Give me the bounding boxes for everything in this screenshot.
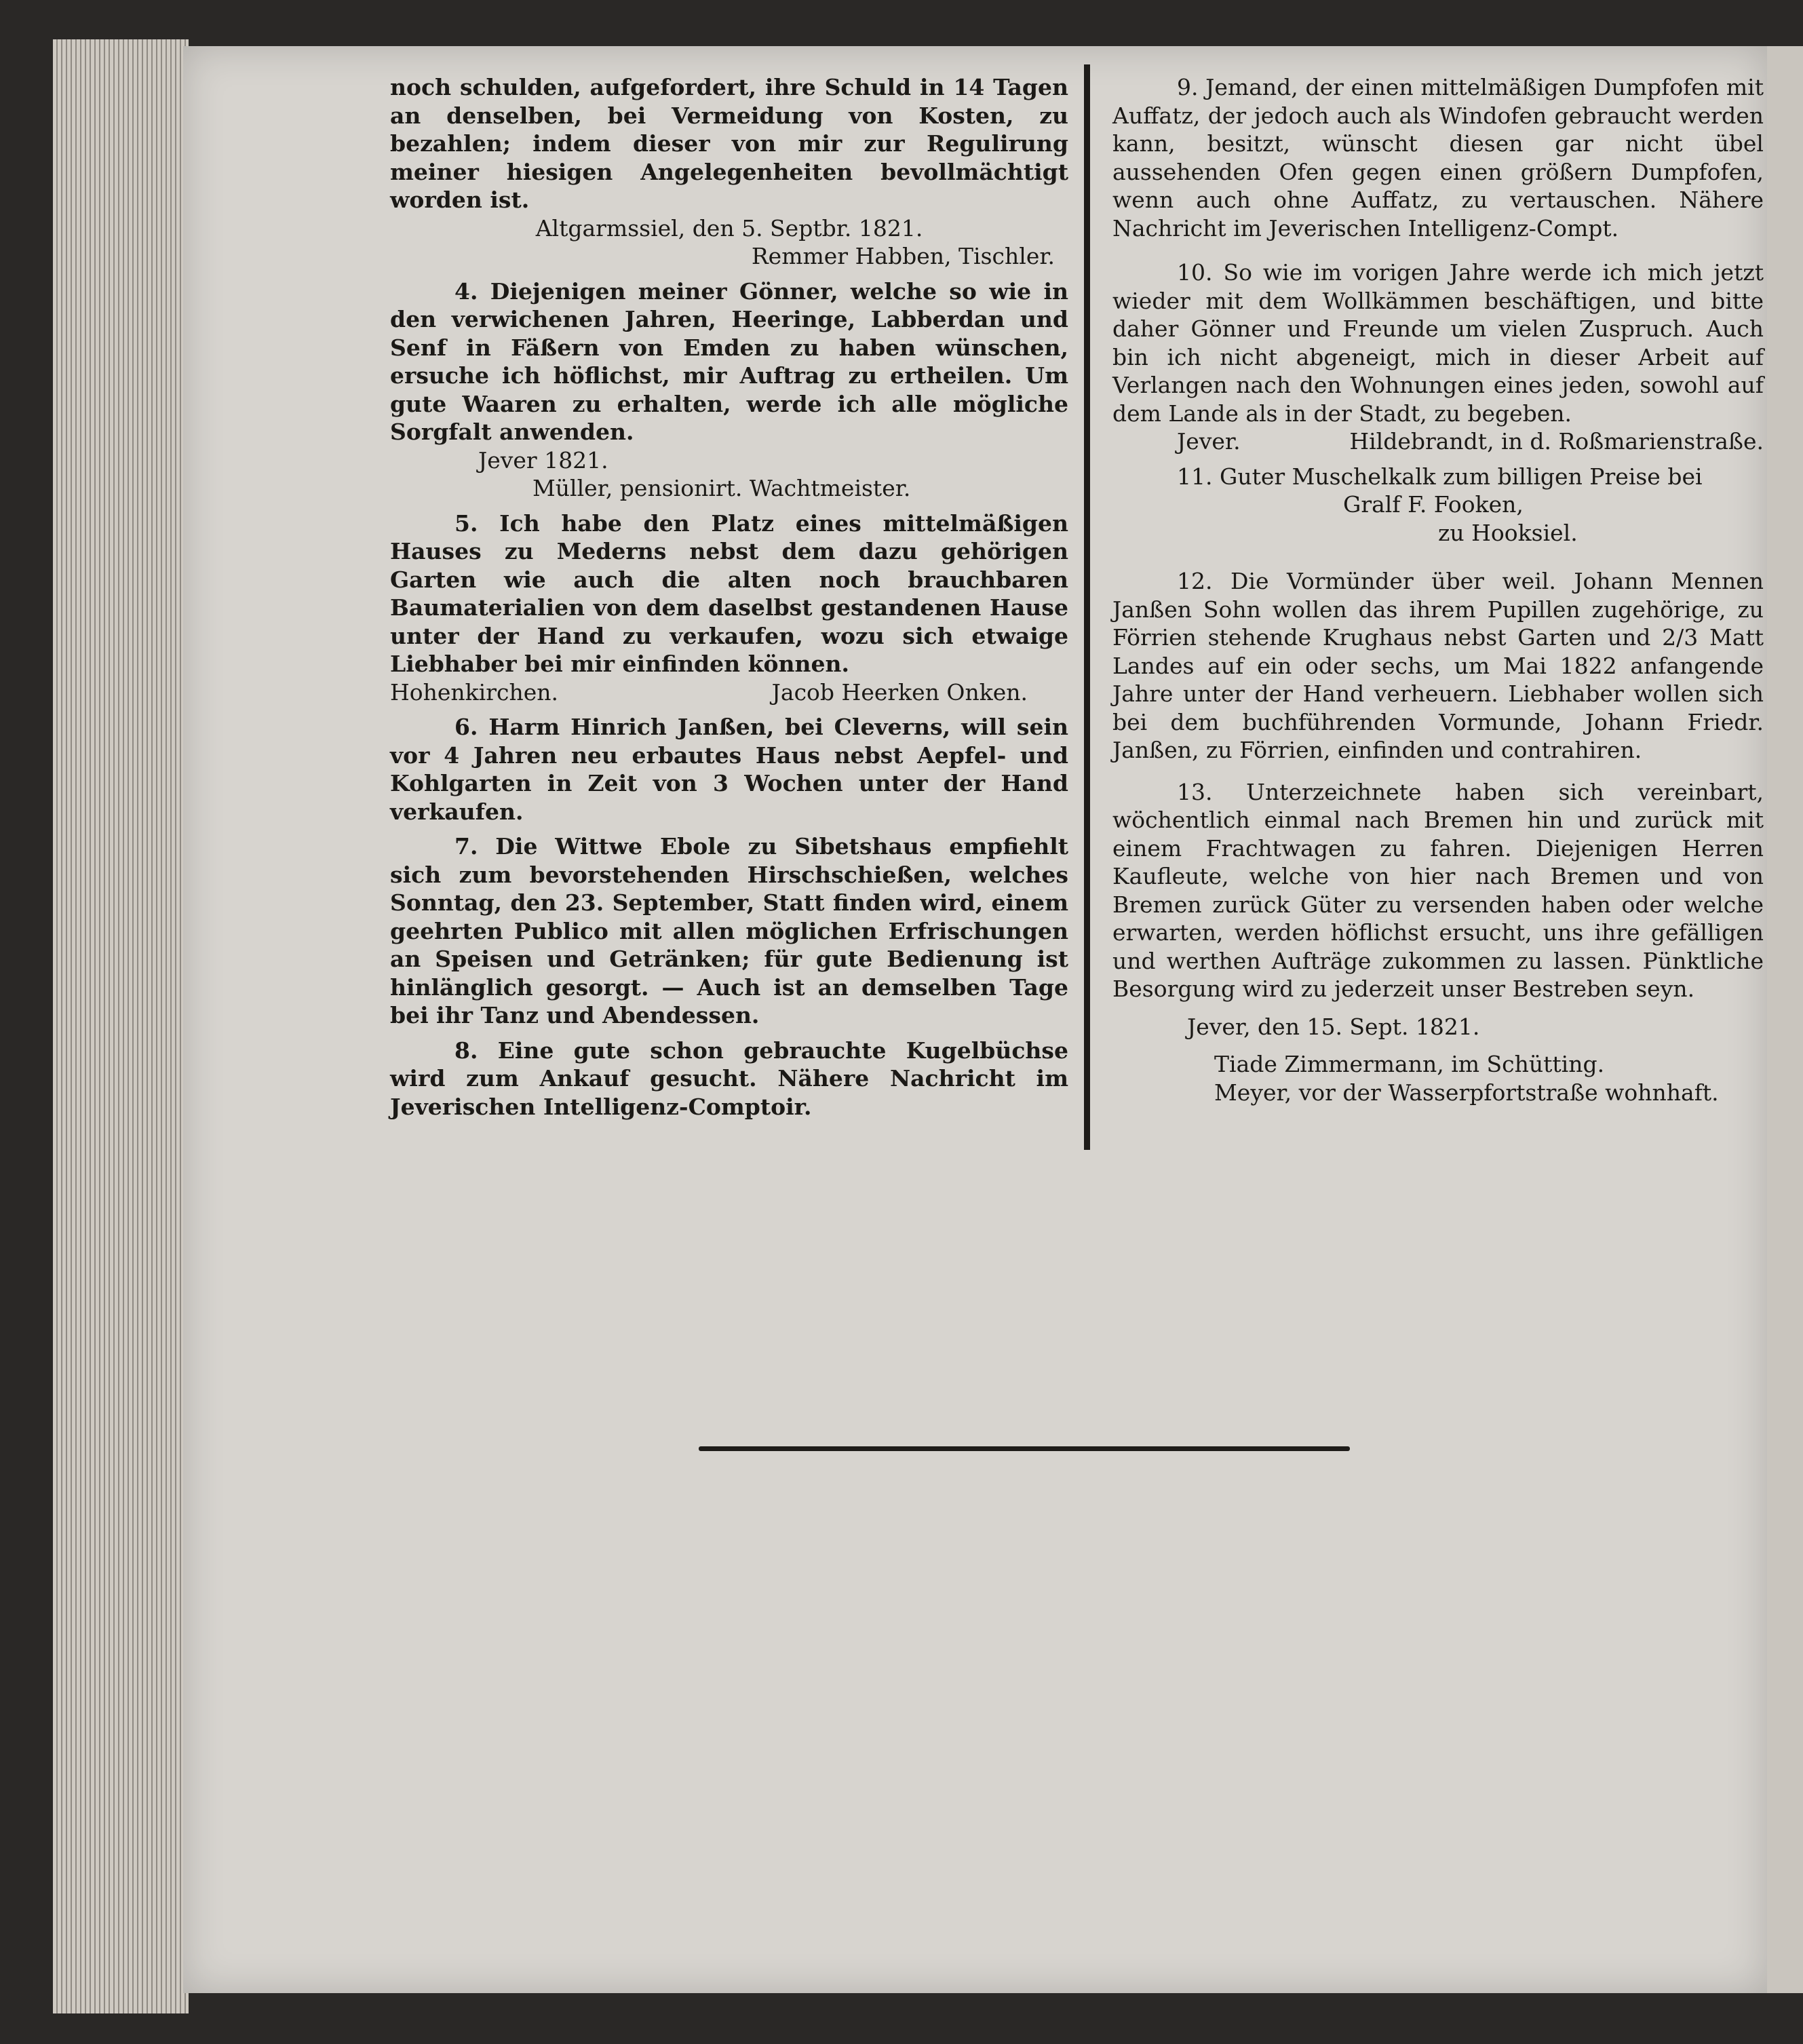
right-column xyxy=(1112,73,1764,1113)
facing-page-strip xyxy=(1767,46,1803,1993)
ad-continued xyxy=(390,73,1068,271)
ad-5 xyxy=(390,509,1068,707)
ad-4-text: 4. Diejenigen meiner Gönner, welche so wie in den verwichenen Jahren, Heeringe, Labberdan und Senf in Fäßern von Emden zu haben wünschen, ersuche ich höflichst, mir Auftrag zu ertheilen. Um gute Waaren zu erhalten, werde ich alle mögliche Sorgfalt anwenden. xyxy=(390,277,1068,445)
ad-6-text: 6. Harm Hinrich Janßen, bei Cleverns, will sein vor 4 Jahren neu erbautes Haus nebst Aepfel- und Kohlgarten in Zeit von 3 Wochen unter der Hand verkaufen. xyxy=(390,714,1068,825)
closing-rule xyxy=(699,1446,1350,1451)
ad-4-place-date: Jever 1821. xyxy=(478,446,608,474)
ad-6 xyxy=(390,713,1068,826)
ad-9-text: 9. Jemand, der einen mittelmäßigen Dumpfofen mit Auffatz, der jedoch auch als Windofen gebraucht werden kann, besitzt, wünscht diesen gar nicht übel aussehenden Ofen gegen einen größern Dumpfofen, wenn auch ohne Auffatz, zu vertauschen. Nähere Nachricht im Jeverischen Intelligenz-Compt. xyxy=(1112,74,1764,242)
ad-10 xyxy=(1112,258,1764,456)
ad-11-signature-2: zu Hooksiel. xyxy=(1438,519,1578,546)
ad-4-signature: Müller, pensionirt. Wachtmeister. xyxy=(532,475,911,501)
ad-10-sign-row xyxy=(1112,427,1764,456)
ad-10-text: 10. So wie im vorigen Jahre werde ich mich jetzt wieder mit dem Wollkämmen beschäftigen, und bitte daher Gönner und Freunde um vielen Zuspruch. Auch bin ich nicht abgeneigt, mich in dieser Arbeit auf Verlangen nach den Wohnungen eines jeden, sowohl auf dem Lande als in der Stadt, zu begeben. xyxy=(1112,259,1764,427)
ad-5-signature: Jacob Heerken Onken. xyxy=(771,678,1028,706)
ad-8-text: 8. Eine gute schon gebrauchte Kugelbüchse wird zum Ankauf gesucht. Nähere Nachricht im Jeverischen Intelligenz-Comptoir. xyxy=(390,1037,1068,1120)
ad-5-place: Hohenkirchen. xyxy=(390,678,559,706)
ad-4 xyxy=(390,277,1068,503)
ad-13-text: 13. Unterzeichnete haben sich vereinbart, wöchentlich einmal nach Bremen hin und zurück mit einem Frachtwagen zu fahren. Diejenigen Herren Kaufleute, welche von hier nach Bremen und von Bremen zurück Güter zu versenden haben oder welche erwarten, werden höflichst ersucht, uns ihre gefälligen und werthen Aufträge zukommen zu lassen. Pünktliche Besorgung wird zu jederzeit unser Bestreben seyn. xyxy=(1112,778,1764,1002)
ad-12-text: 12. Die Vormünder über weil. Johann Mennen Janßen Sohn wollen das ihrem Pupillen zugehörige, zu Förrien stehende Krughaus nebst Garten und 2/3 Matt Landes auf ein oder sechs, um Mai 1822 anfangende Jahre unter der Hand verheuern. Liebhaber wollen sich bei dem buchführenden Vormunde, Johann Friedr. Janßen, zu Förrien, einfinden und contrahiren. xyxy=(1112,568,1764,763)
column-divider xyxy=(1084,64,1090,1150)
ad-5-text: 5. Ich habe den Platz eines mittelmäßigen Hauses zu Mederns nebst dem dazu gehörigen Garten wie auch die alten noch brauchbaren Baumaterialien von dem daselbst gestandenen Hause unter der Hand zu verkaufen, wozu sich etwaige Liebhaber bei mir einfinden können. xyxy=(390,509,1068,677)
ad-7-text: 7. Die Wittwe Ebole zu Sibetshaus empfiehlt sich zum bevorstehenden Hirschschießen, welches Sonntag, den 23. September, Statt finden wird, einem geehrten Publico mit allen möglichen Erfrischungen an Speisen und Getränken; für gute Bedienung ist hinlänglich gesorgt. — Auch ist an demselben Tage bei ihr Tanz und Abendessen. xyxy=(390,833,1068,1028)
ad-8 xyxy=(390,1037,1068,1121)
left-column xyxy=(390,73,1068,1127)
ad-9 xyxy=(1112,73,1764,242)
ad-13-signature-2: Meyer, vor der Wasserpfortstraße wohnhaft. xyxy=(1214,1079,1719,1106)
ad-11-text: 11. Guter Muschelkalk zum billigen Preise bei xyxy=(1177,463,1703,490)
ad-10-signature: Hildebrandt, in d. Roßmarienstraße. xyxy=(1349,428,1764,455)
ad-13-place-date: Jever, den 15. Sept. 1821. xyxy=(1187,1013,1480,1040)
ad-continued-text: noch schulden, aufgefordert, ihre Schuld in 14 Tagen an denselben, bei Vermeidung von Kosten, zu bezahlen; indem dieser von mir zur Regulirung meiner hiesigen Angelegenheiten bevollmächtigt worden ist. xyxy=(390,74,1068,213)
ad-continued-signature: Remmer Habben, Tischler. xyxy=(751,243,1055,269)
ad-11-signature-1: Gralf F. Fooken, xyxy=(1343,491,1524,518)
ad-13-signature-1: Tiade Zimmermann, im Schütting. xyxy=(1214,1051,1605,1077)
ad-12 xyxy=(1112,567,1764,765)
ad-10-place: Jever. xyxy=(1177,428,1241,455)
ad-continued-place-date: Altgarmssiel, den 5. Septbr. 1821. xyxy=(535,214,923,242)
ad-7 xyxy=(390,832,1068,1030)
ad-5-sign-row xyxy=(390,678,1068,707)
ad-11 xyxy=(1112,463,1764,547)
ad-13 xyxy=(1112,778,1764,1107)
bleed-through-area xyxy=(380,1492,1737,1967)
book-page-edges xyxy=(53,39,189,2013)
